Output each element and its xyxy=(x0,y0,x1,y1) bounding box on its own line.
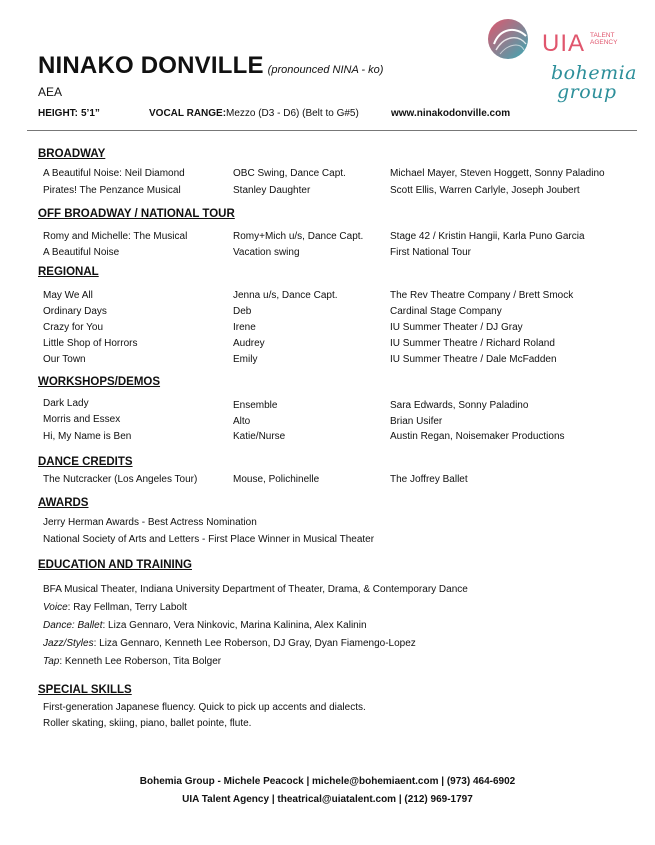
height-label: HEIGHT: xyxy=(38,108,78,119)
credit-show: Romy and Michelle: The Musical xyxy=(43,231,188,242)
credit-row xyxy=(0,414,655,430)
uia-wordmark: UIA xyxy=(542,30,586,57)
credit-row xyxy=(0,354,655,370)
credit-role: Deb xyxy=(233,306,252,317)
credit-company: The Rev Theatre Company / Brett Smock xyxy=(390,290,574,301)
training-voice-teachers: : Ray Fellman, Terry Labolt xyxy=(67,602,187,613)
actor-name-text: NINAKO DONVILLE xyxy=(38,52,264,79)
credit-company: IU Summer Theatre / Richard Roland xyxy=(390,338,555,349)
bohemia-group-logo xyxy=(551,64,637,102)
training-voice-label: Voice xyxy=(43,602,68,613)
training-jazz-label: Jazz/Styles xyxy=(43,638,94,649)
credit-show: Ordinary Days xyxy=(43,306,107,317)
credit-show: A Beautiful Noise: Neil Diamond xyxy=(43,168,185,179)
credit-role: Audrey xyxy=(233,338,265,349)
credit-company: IU Summer Theater / DJ Gray xyxy=(390,322,523,333)
credit-role: Mouse, Polichinelle xyxy=(233,474,320,485)
credit-row xyxy=(0,247,655,263)
credit-role: Alto xyxy=(233,416,251,427)
training-tap-label: Tap xyxy=(43,656,60,667)
training-dance-label: Dance: Ballet xyxy=(43,620,103,631)
credit-company: Scott Ellis, Warren Carlyle, Joseph Joubert xyxy=(390,185,580,196)
credit-row xyxy=(0,398,655,414)
credit-company: The Joffrey Ballet xyxy=(390,474,468,485)
credit-row xyxy=(0,231,655,247)
skills-line: Roller skating, skiing, piano, ballet pointe, flute. xyxy=(43,718,252,729)
uia-subtitle-line2: AGENCY xyxy=(590,39,618,46)
credit-row xyxy=(0,290,655,306)
credit-show: Dark Lady xyxy=(43,398,89,409)
section-title-dance-credits: DANCE CREDITS xyxy=(38,456,133,468)
bohemia-line2: group xyxy=(557,81,617,103)
bohemia-line1: bohemia xyxy=(551,62,638,84)
credit-row xyxy=(0,168,655,184)
credit-show: Morris and Essex xyxy=(43,414,121,425)
credit-show: The Nutcracker (Los Angeles Tour) xyxy=(43,474,198,485)
credit-row xyxy=(0,322,655,338)
section-title-workshops: WORKSHOPS/DEMOS xyxy=(38,376,161,388)
credit-show: Our Town xyxy=(43,354,86,365)
footer-contact-uia: UIA Talent Agency | theatrical@uiatalent.com | (212) 969-1797 xyxy=(182,794,473,805)
credit-row xyxy=(0,306,655,322)
credit-role: Jenna u/s, Dance Capt. xyxy=(233,290,338,301)
uia-subtitle xyxy=(590,32,630,46)
training-jazz xyxy=(43,638,416,649)
height-value: 5’1” xyxy=(81,108,100,119)
training-voice xyxy=(43,602,187,613)
education-degree: BFA Musical Theater, Indiana University Department of Theater, Drama, & Contemporary Dance xyxy=(43,584,468,595)
training-jazz-teachers: : Liza Gennaro, Kenneth Lee Roberson, DJ Gray, Dyan Fiamengo-Lopez xyxy=(93,638,416,649)
credit-row xyxy=(0,185,655,201)
award-line: Jerry Herman Awards - Best Actress Nomination xyxy=(43,517,257,528)
credit-role: Romy+Mich u/s, Dance Capt. xyxy=(233,231,364,242)
credit-row xyxy=(0,431,655,447)
credit-company: IU Summer Theatre / Dale McFadden xyxy=(390,354,557,365)
credit-show: A Beautiful Noise xyxy=(43,247,120,258)
credit-company: Brian Usifer xyxy=(390,416,443,427)
pronunciation: (pronounced NINA - ko) xyxy=(267,64,384,76)
credit-role: Emily xyxy=(233,354,258,365)
credit-company: Cardinal Stage Company xyxy=(390,306,502,317)
section-title-special-skills: SPECIAL SKILLS xyxy=(38,684,132,696)
credit-company: Sara Edwards, Sonny Paladino xyxy=(390,400,529,411)
section-title-awards: AWARDS xyxy=(38,497,89,509)
actor-name xyxy=(38,52,383,80)
section-title-broadway: BROADWAY xyxy=(38,148,106,160)
training-tap xyxy=(43,656,221,667)
header-divider xyxy=(27,130,637,131)
credit-show: Little Shop of Horrors xyxy=(43,338,138,349)
credit-company: Austin Regan, Noisemaker Productions xyxy=(390,431,565,442)
credit-role: OBC Swing, Dance Capt. xyxy=(233,168,346,179)
credit-show: Hi, My Name is Ben xyxy=(43,431,132,442)
section-title-regional: REGIONAL xyxy=(38,266,99,278)
credit-role: Stanley Daughter xyxy=(233,185,311,196)
uia-subtitle-line1: TALENT xyxy=(590,32,615,39)
section-title-education: EDUCATION AND TRAINING xyxy=(38,559,192,571)
credit-row xyxy=(0,338,655,354)
website-link[interactable]: www.ninakodonville.com xyxy=(391,108,511,119)
credit-role: Ensemble xyxy=(233,400,278,411)
footer-contact-bohemia: Bohemia Group - Michele Peacock | michele@bohemiaent.com | (973) 464-6902 xyxy=(139,776,516,787)
union-affiliation: AEA xyxy=(38,85,63,99)
credit-show: May We All xyxy=(43,290,93,301)
vocal-range-value: Mezzo (D3 - D6) (Belt to G#5) xyxy=(226,108,359,119)
vocal-range-label: VOCAL RANGE: xyxy=(149,108,227,119)
credit-role: Katie/Nurse xyxy=(233,431,286,442)
skills-line: First-generation Japanese fluency. Quick to pick up accents and dialects. xyxy=(43,702,366,713)
credit-show: Pirates! The Penzance Musical xyxy=(43,185,181,196)
credit-company: Michael Mayer, Steven Hoggett, Sonny Paladino xyxy=(390,168,605,179)
training-dance xyxy=(43,620,367,631)
credit-role: Vacation swing xyxy=(233,247,300,258)
credit-row xyxy=(0,474,655,490)
training-dance-teachers: : Liza Gennaro, Vera Ninkovic, Marina Kalinina, Alex Kalinin xyxy=(102,620,367,631)
credit-company: First National Tour xyxy=(390,247,471,258)
award-line: National Society of Arts and Letters - First Place Winner in Musical Theater xyxy=(43,534,375,545)
credit-show: Crazy for You xyxy=(43,322,104,333)
training-tap-teachers: : Kenneth Lee Roberson, Tita Bolger xyxy=(59,656,222,667)
section-title-off-broadway: OFF BROADWAY / NATIONAL TOUR xyxy=(38,208,235,220)
credit-role: Irene xyxy=(233,322,256,333)
credit-company: Stage 42 / Kristin Hangii, Karla Puno Garcia xyxy=(390,231,585,242)
